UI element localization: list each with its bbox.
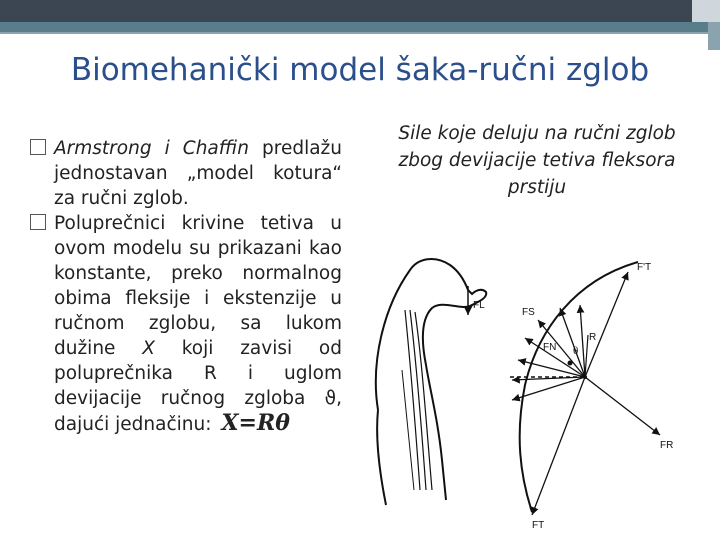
- label-r: R: [589, 332, 597, 343]
- wrist-outline: [377, 410, 386, 505]
- tendon-arc: [520, 262, 638, 512]
- right-edge-bar: [708, 22, 720, 50]
- paragraph-2-text-b: koji zavisi od poluprečnika R i uglom devijacije ručnog zgloba ϑ, dajući jednačinu:: [54, 338, 342, 435]
- label-fl: FL: [473, 300, 485, 311]
- label-fs: FS: [522, 307, 535, 318]
- bullet-box-icon: [30, 139, 46, 155]
- paragraph-1: [30, 136, 342, 211]
- formula: X=Rθ: [221, 410, 290, 436]
- page-title: Biomehanički model šaka-ručni zglob: [70, 52, 650, 88]
- wrist-force-diagram: [360, 250, 700, 535]
- caption-line-3: prstiju: [507, 177, 567, 198]
- left-text-column: [30, 136, 342, 437]
- caption-line-2: zbog devijacije tetiva fleksora: [398, 150, 676, 171]
- top-bar-teal: [0, 22, 708, 32]
- caption-line-1: Sile koje deluju na ručni zglob: [398, 123, 676, 144]
- label-ft-prime: F'T: [637, 262, 652, 273]
- label-ft: FT: [532, 520, 545, 531]
- top-bar-teal-line: [0, 32, 708, 34]
- label-fn: FN: [543, 342, 557, 353]
- figure-caption: [372, 120, 702, 201]
- bullet-box-icon: [30, 214, 46, 230]
- arc-length-symbol: X: [142, 338, 155, 359]
- paragraph-2: [30, 211, 342, 437]
- top-bar-dark: [0, 0, 692, 22]
- top-decoration-bar: [0, 0, 720, 34]
- paragraph-1-text: predlažu jednostavan „model kotura“ za ručni zglob.: [54, 138, 342, 209]
- paragraph-2-text-a: Poluprečnici krivine tetiva u ovom modelu su prikazani kao konstante, preko normalnog obima fleksije i ekstenzije u ručnom zglobu, sa lukom dužine: [54, 213, 342, 359]
- hand-outline: [376, 259, 486, 500]
- label-fr: FR: [660, 440, 674, 451]
- label-theta: θ: [573, 345, 579, 357]
- authors: Armstrong i Chaffin: [54, 138, 249, 159]
